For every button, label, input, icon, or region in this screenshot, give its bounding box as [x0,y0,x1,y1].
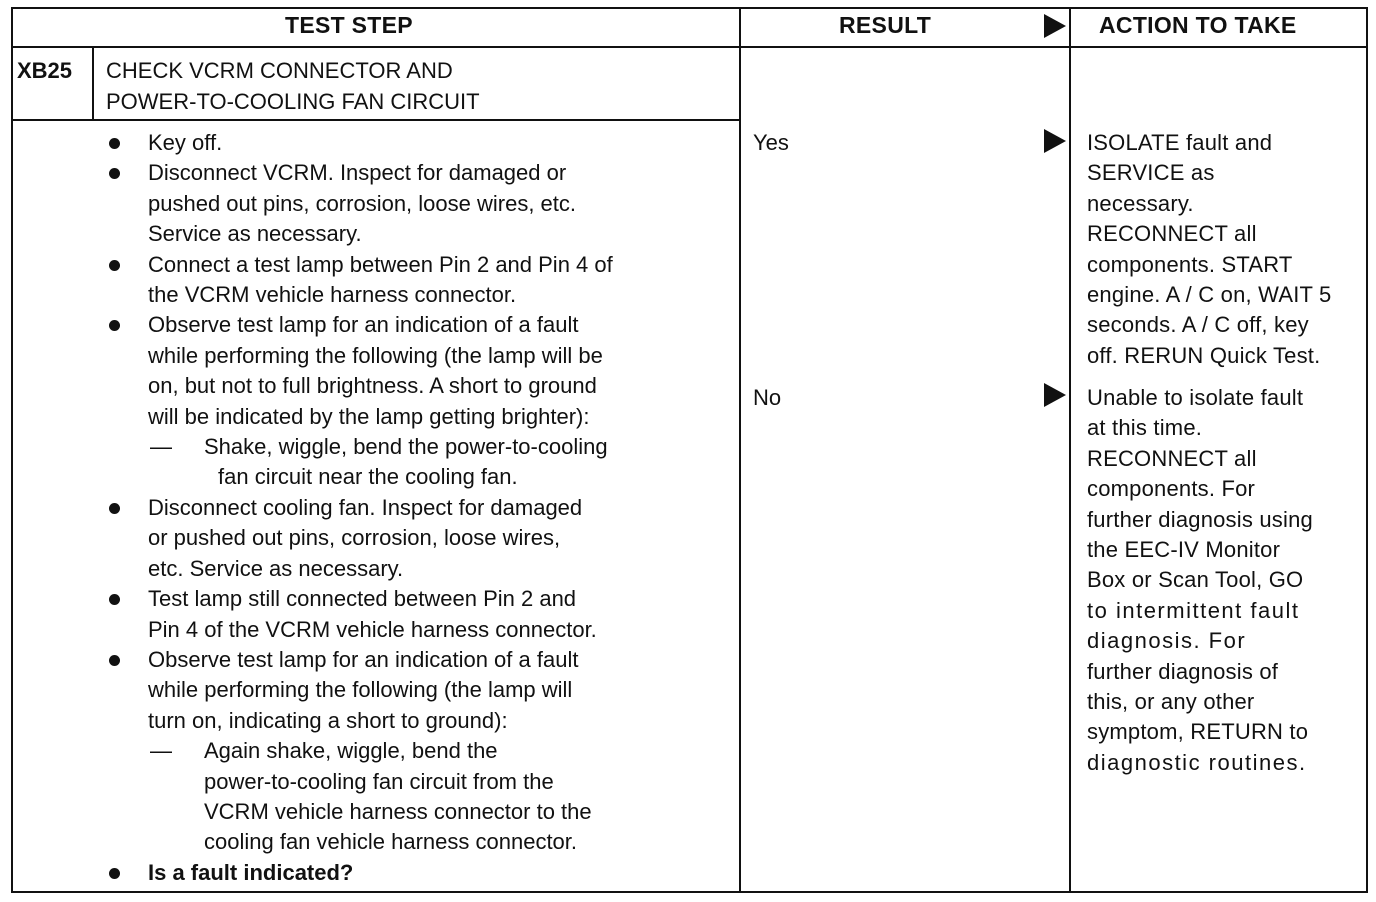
procedure-line: turn on, indicating a short to ground): [148,707,508,733]
bullet-icon [109,168,120,179]
bullet-icon [109,260,120,271]
bullet-icon [109,138,120,149]
procedure-item [106,493,613,584]
header-result: RESULT [839,12,932,38]
action-line: RECONNECT all [1087,221,1257,247]
action-line: necessary. [1087,190,1194,216]
action-line: diagnostic routines. [1087,749,1307,775]
step-code-divider [92,46,94,120]
procedure-line: Pin 4 of the VCRM vehicle harness connector. [148,616,597,642]
action-line: components. START [1087,251,1293,277]
procedure-line: or pushed out pins, corrosion, loose wires, [148,525,561,551]
procedure-line: fan circuit near the cooling fan. [218,464,518,490]
procedure-item [106,645,613,736]
procedure-subitem [106,432,613,493]
action-line: Unable to isolate fault [1087,385,1304,410]
column-divider-result [739,7,741,893]
action-line: components. For [1087,476,1256,502]
procedure-line: cooling fan vehicle harness connector. [204,829,578,855]
procedure-list [106,128,613,888]
bullet-icon [109,655,120,666]
action-line: off. RERUN Quick Test. [1087,342,1321,368]
procedure-item [106,310,613,432]
bullet-icon [109,503,120,514]
step-code: XB25 [17,58,73,83]
header-divider [11,46,1368,48]
bullet-icon [109,320,120,331]
header-arrow-icon [1044,14,1066,38]
procedure-line: Key off. [148,130,223,155]
dash-icon: — [150,738,172,764]
bullet-icon [109,594,120,605]
action-yes [1087,128,1332,371]
action-line: engine. A / C on, WAIT 5 [1087,282,1332,308]
step-title [106,56,480,117]
step-title-line: POWER-TO-COOLING FAN CIRCUIT [106,88,480,114]
action-line: RECONNECT all [1087,445,1257,471]
action-line: diagnosis. For [1087,628,1247,654]
dash-icon: — [150,434,172,460]
action-line: symptom, RETURN to [1087,719,1309,745]
procedure-line: while performing the following (the lamp will be [148,342,603,368]
procedure-line: Observe test lamp for an indication of a fault [148,646,579,672]
procedure-line: Service as necessary. [148,221,362,247]
column-divider-action [1069,7,1071,893]
procedure-line: Is a fault indicated? [148,859,354,885]
procedure-line: Disconnect VCRM. Inspect for damaged or [148,160,567,186]
step-title-divider [11,119,740,121]
procedure-line: Shake, wiggle, bend the power-to-cooling [204,434,608,460]
procedure-line: on, but not to full brightness. A short to ground [148,373,597,399]
procedure-question [106,858,613,888]
action-line: to intermittent fault [1087,597,1300,623]
action-line: ISOLATE fault and [1087,130,1273,155]
procedure-item [106,584,613,645]
action-line: at this time. [1087,415,1203,441]
action-line: seconds. A / C off, key [1087,312,1309,338]
action-line: SERVICE as [1087,160,1215,186]
procedure-item [106,158,613,249]
procedure-item [106,128,613,158]
procedure-line: Connect a test lamp between Pin 2 and Pin 4 of [148,251,613,277]
action-line: this, or any other [1087,689,1255,715]
procedure-item [106,250,613,311]
procedure-subitem [106,736,613,858]
procedure-line: Again shake, wiggle, bend the [204,738,498,764]
bullet-icon [109,868,120,879]
procedure-line: VCRM vehicle harness connector to the [204,798,592,824]
procedure-line: will be indicated by the lamp getting brighter): [148,403,590,429]
action-line: the EEC-IV Monitor [1087,537,1281,563]
header-test-step: TEST STEP [285,12,413,38]
procedure-line: while performing the following (the lamp will [148,677,573,703]
action-line: further diagnosis of [1087,658,1279,684]
procedure-line: power-to-cooling fan circuit from the [204,768,554,794]
action-line: further diagnosis using [1087,506,1313,532]
procedure-line: pushed out pins, corrosion, loose wires, etc. [148,190,577,216]
procedure-line: etc. Service as necessary. [148,555,404,581]
procedure-line: Test lamp still connected between Pin 2 and [148,586,577,612]
action-no [1087,383,1313,778]
result-no: No [753,385,782,410]
procedure-line: Observe test lamp for an indication of a fault [148,312,579,338]
procedure-line: the VCRM vehicle harness connector. [148,282,517,308]
result-no-arrow-icon [1044,383,1066,407]
result-yes-arrow-icon [1044,129,1066,153]
step-title-line: CHECK VCRM CONNECTOR AND [106,58,453,83]
header-action-to-take: ACTION TO TAKE [1099,12,1297,38]
result-yes: Yes [753,130,789,155]
action-line: Box or Scan Tool, GO [1087,567,1304,593]
procedure-line: Disconnect cooling fan. Inspect for damaged [148,494,583,520]
